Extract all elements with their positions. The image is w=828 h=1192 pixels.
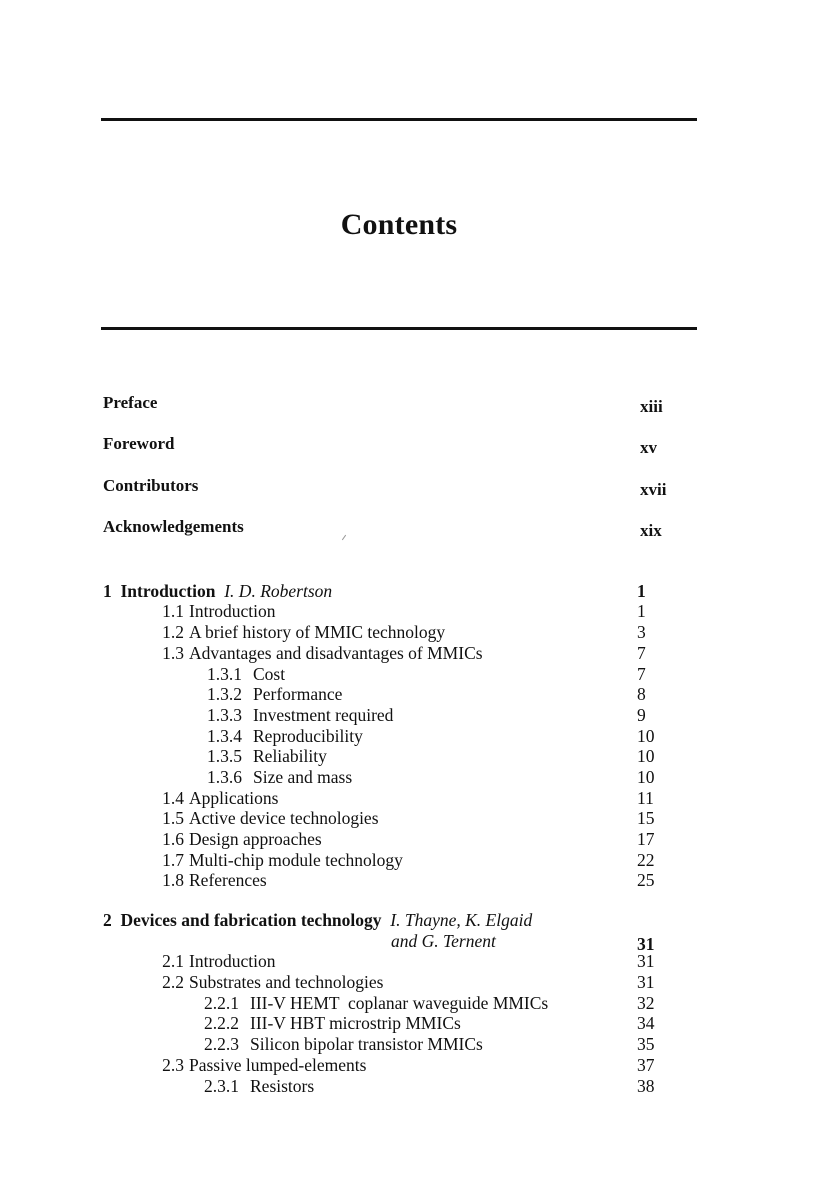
section-page: 25 xyxy=(637,870,655,890)
chapter-page: 1 xyxy=(637,581,646,601)
toc-entry-page: xv xyxy=(640,438,657,457)
toc-entry-contributors[interactable] xyxy=(0,475,828,497)
top-rule xyxy=(101,118,697,121)
section-number: 1.2 xyxy=(162,622,184,642)
toc-entry-1-3-3[interactable] xyxy=(0,704,828,726)
section-number: 1.6 xyxy=(162,829,184,849)
subsection-number: 1.3.3 xyxy=(207,705,242,725)
subsection-number: 1.3.4 xyxy=(207,726,242,746)
chapter-2-authors-continued xyxy=(0,930,828,952)
toc-entry-label: Contributors xyxy=(103,476,199,495)
toc-entry-1-3-4[interactable] xyxy=(0,725,828,747)
subsection-page: 32 xyxy=(637,993,655,1013)
toc-entry-page: xix xyxy=(640,521,662,540)
toc-entry-acknowledgements[interactable] xyxy=(0,516,828,538)
section-page: 37 xyxy=(637,1055,655,1075)
subsection-number: 2.2.2 xyxy=(204,1013,239,1033)
subsection-page: 35 xyxy=(637,1034,655,1054)
section-title: Advantages and disadvantages of MMICs xyxy=(189,643,483,663)
toc-entry-2-3-1[interactable] xyxy=(0,1075,828,1097)
section-number: 1.4 xyxy=(162,788,184,808)
toc-entry-1-6[interactable] xyxy=(0,828,828,850)
section-title: Design approaches xyxy=(189,829,322,849)
subsection-number: 1.3.5 xyxy=(207,746,242,766)
chapter-authors: I. Thayne, K. Elgaid xyxy=(390,910,533,930)
section-page: 31 xyxy=(637,951,655,971)
section-page: 11 xyxy=(637,788,654,808)
chapter-name: Introduction xyxy=(120,581,216,601)
toc-entry-page: xiii xyxy=(640,397,663,416)
chapter-title xyxy=(103,909,532,931)
subsection-title: III-V HBT microstrip MMICs xyxy=(250,1013,461,1033)
section-number: 1.7 xyxy=(162,850,184,870)
section-number: 1.3 xyxy=(162,643,184,663)
page-title: Contents xyxy=(340,208,458,241)
section-page: 31 xyxy=(637,972,655,992)
chapter-2-heading[interactable] xyxy=(0,909,828,931)
subsection-number: 1.3.6 xyxy=(207,767,242,787)
toc-entry-label: Acknowledgements xyxy=(103,517,244,536)
chapter-name: Devices and fabrication technology xyxy=(120,910,382,930)
subsection-number: 2.2.3 xyxy=(204,1034,239,1054)
subsection-page: 8 xyxy=(637,684,646,704)
section-title: Applications xyxy=(189,788,279,808)
subsection-page: 10 xyxy=(637,746,655,766)
toc-entry-1-2[interactable] xyxy=(0,621,828,643)
subsection-page: 9 xyxy=(637,705,646,725)
subsection-number: 1.3.2 xyxy=(207,684,242,704)
toc-entry-1-3-5[interactable] xyxy=(0,745,828,767)
toc-entry-1-3-6[interactable] xyxy=(0,766,828,788)
subsection-title: Reliability xyxy=(253,746,327,766)
toc-entry-1-3-1[interactable] xyxy=(0,663,828,685)
toc-entry-2-3[interactable] xyxy=(0,1054,828,1076)
toc-entry-page: xvii xyxy=(640,480,667,499)
toc-entry-2-2[interactable] xyxy=(0,971,828,993)
subsection-title: III-V HEMT coplanar waveguide MMICs xyxy=(250,993,549,1013)
chapter-1-heading[interactable] xyxy=(0,580,828,602)
toc-entry-1-3[interactable] xyxy=(0,642,828,664)
section-number: 2.1 xyxy=(162,951,184,971)
subsection-page: 10 xyxy=(637,767,655,787)
section-title: Passive lumped-elements xyxy=(189,1055,367,1075)
section-title: A brief history of MMIC technology xyxy=(189,622,446,642)
subsection-page: 7 xyxy=(637,664,646,684)
section-title: Substrates and technologies xyxy=(189,972,384,992)
toc-entry-1-5[interactable] xyxy=(0,807,828,829)
section-page: 3 xyxy=(637,622,646,642)
subsection-title: Resistors xyxy=(250,1076,315,1096)
subsection-number: 2.2.1 xyxy=(204,993,239,1013)
section-number: 1.8 xyxy=(162,870,184,890)
chapter-authors: I. D. Robertson xyxy=(224,581,333,601)
section-page: 1 xyxy=(637,601,646,621)
chapter-title xyxy=(103,580,332,602)
toc-entry-label: Foreword xyxy=(103,434,175,453)
section-page: 17 xyxy=(637,829,655,849)
subsection-title: Size and mass xyxy=(253,767,353,787)
section-title: Active device technologies xyxy=(189,808,379,828)
toc-entry-2-1[interactable] xyxy=(0,950,828,972)
toc-entry-preface[interactable] xyxy=(0,392,828,414)
section-number: 2.2 xyxy=(162,972,184,992)
subsection-title: Performance xyxy=(253,684,343,704)
chapter-authors-continued: and G. Ternent xyxy=(391,931,496,951)
toc-entry-1-8[interactable] xyxy=(0,869,828,891)
section-page: 7 xyxy=(637,643,646,663)
bottom-rule xyxy=(101,327,697,330)
section-title: Introduction xyxy=(189,601,276,621)
subsection-title: Reproducibility xyxy=(253,726,363,746)
chapter-page: 31 xyxy=(637,934,655,954)
subsection-page: 10 xyxy=(637,726,655,746)
toc-entry-1-1[interactable] xyxy=(0,600,828,622)
subsection-number: 1.3.1 xyxy=(207,664,242,684)
chapter-number: 2 xyxy=(103,910,112,930)
section-number: 2.3 xyxy=(162,1055,184,1075)
toc-entry-label: Preface xyxy=(103,393,158,412)
section-page: 15 xyxy=(637,808,655,828)
section-number: 1.1 xyxy=(162,601,184,621)
toc-entry-2-2-3[interactable] xyxy=(0,1033,828,1055)
chapter-number: 1 xyxy=(103,581,112,601)
toc-entry-2-2-2[interactable] xyxy=(0,1012,828,1034)
subsection-title: Silicon bipolar transistor MMICs xyxy=(250,1034,483,1054)
section-page: 22 xyxy=(637,850,655,870)
toc-entry-1-7[interactable] xyxy=(0,849,828,871)
subsection-title: Investment required xyxy=(253,705,394,725)
toc-entry-1-4[interactable] xyxy=(0,787,828,809)
toc-entry-foreword[interactable] xyxy=(0,433,828,455)
subsection-title: Cost xyxy=(253,664,286,684)
toc-entry-1-3-2[interactable] xyxy=(0,683,828,705)
section-title: References xyxy=(189,870,267,890)
section-title: Multi-chip module technology xyxy=(189,850,403,870)
subsection-page: 38 xyxy=(637,1076,655,1096)
subsection-number: 2.3.1 xyxy=(204,1076,239,1096)
subsection-page: 34 xyxy=(637,1013,655,1033)
toc-entry-2-2-1[interactable] xyxy=(0,992,828,1014)
section-title: Introduction xyxy=(189,951,276,971)
section-number: 1.5 xyxy=(162,808,184,828)
